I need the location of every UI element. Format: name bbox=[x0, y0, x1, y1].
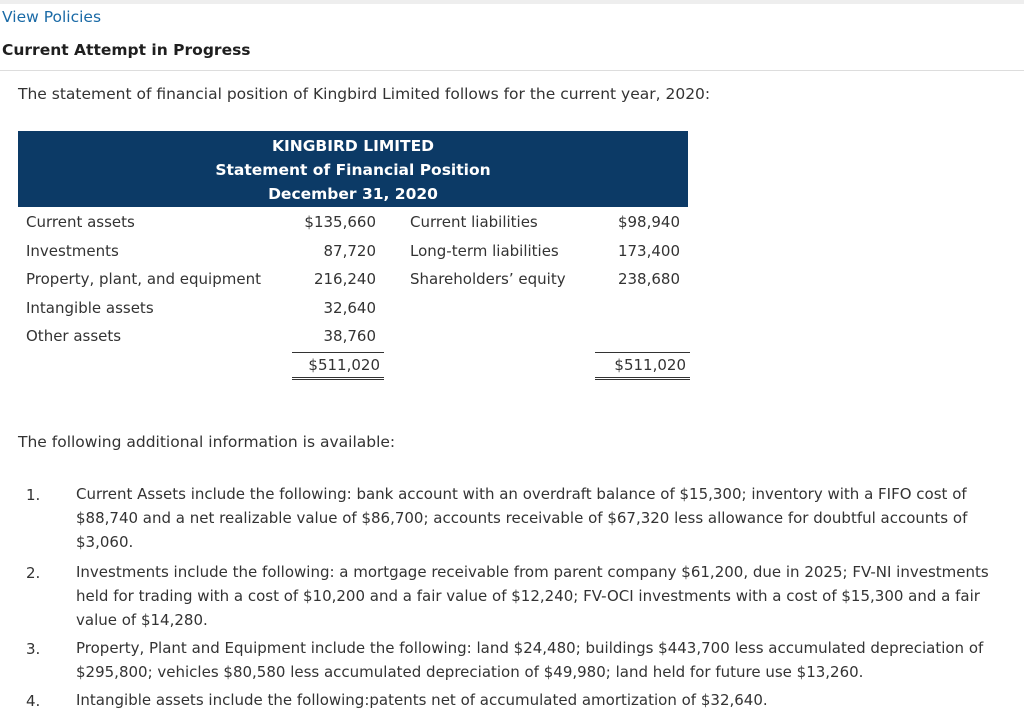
asset-amount: 32,640 bbox=[323, 299, 376, 317]
total-liabilities-equity: $511,020 bbox=[595, 352, 690, 380]
asset-label: Investments bbox=[26, 242, 119, 260]
problem-intro: The statement of financial position of Kingbird Limited follows for the current year, 2020: bbox=[18, 85, 711, 103]
equity-amount: 238,680 bbox=[617, 270, 680, 288]
item-text: Investments include the following: a mortgage receivable from parent company $61,200, due in 2025; FV-NI investments held for trading with a cost of $10,200 and a fair value of $12,240; FV-OCI investments with a cost of $15,300 and a fair value of $14,280. bbox=[76, 563, 989, 629]
liability-amount: 173,400 bbox=[617, 242, 680, 260]
attempt-status: Current Attempt in Progress bbox=[2, 41, 251, 59]
additional-info-heading: The following additional information is available: bbox=[18, 433, 396, 451]
asset-label: Property, plant, and equipment bbox=[26, 270, 261, 288]
item-text: Current Assets include the following: bank account with an overdraft balance of $15,300; inventory with a FIFO cost of $88,740 and a net realizable value of $86,700; accounts receivable of $67,320 less allowance for doubtful accounts of $3,060. bbox=[76, 485, 968, 551]
asset-label: Other assets bbox=[26, 327, 122, 345]
statement-title: Statement of Financial Position bbox=[215, 161, 491, 179]
item-text: Intangible assets include the following:patents net of accumulated amortization of $32,640. bbox=[76, 691, 768, 709]
top-border bbox=[0, 0, 1024, 4]
total-assets: $511,020 bbox=[292, 352, 384, 380]
view-policies-link[interactable]: View Policies bbox=[2, 8, 102, 26]
statement-date: December 31, 2020 bbox=[268, 185, 438, 203]
item-number: 1. bbox=[26, 486, 41, 504]
item-number: 2. bbox=[26, 564, 41, 582]
asset-amount: 216,240 bbox=[313, 270, 376, 288]
divider bbox=[0, 70, 1024, 71]
equity-label: Shareholders’ equity bbox=[410, 270, 566, 288]
asset-amount: 38,760 bbox=[323, 327, 376, 345]
asset-amount: 87,720 bbox=[323, 242, 376, 260]
item-number: 3. bbox=[26, 640, 41, 658]
company-name: KINGBIRD LIMITED bbox=[271, 137, 435, 155]
liability-label: Current liabilities bbox=[410, 213, 538, 231]
liability-amount: $98,940 bbox=[617, 213, 680, 231]
asset-amount: $135,660 bbox=[304, 213, 376, 231]
asset-label: Intangible assets bbox=[26, 299, 154, 317]
asset-label: Current assets bbox=[26, 213, 135, 231]
item-text: Property, Plant and Equipment include the following: land $24,480; buildings $443,700 less accumulated depreciation of $295,800; vehicles $80,580 less accumulated depreciation of $49,980; land held for future use $13,260. bbox=[76, 639, 984, 681]
item-number: 4. bbox=[26, 692, 41, 710]
statement-header bbox=[18, 131, 688, 207]
liability-label: Long-term liabilities bbox=[410, 242, 559, 260]
